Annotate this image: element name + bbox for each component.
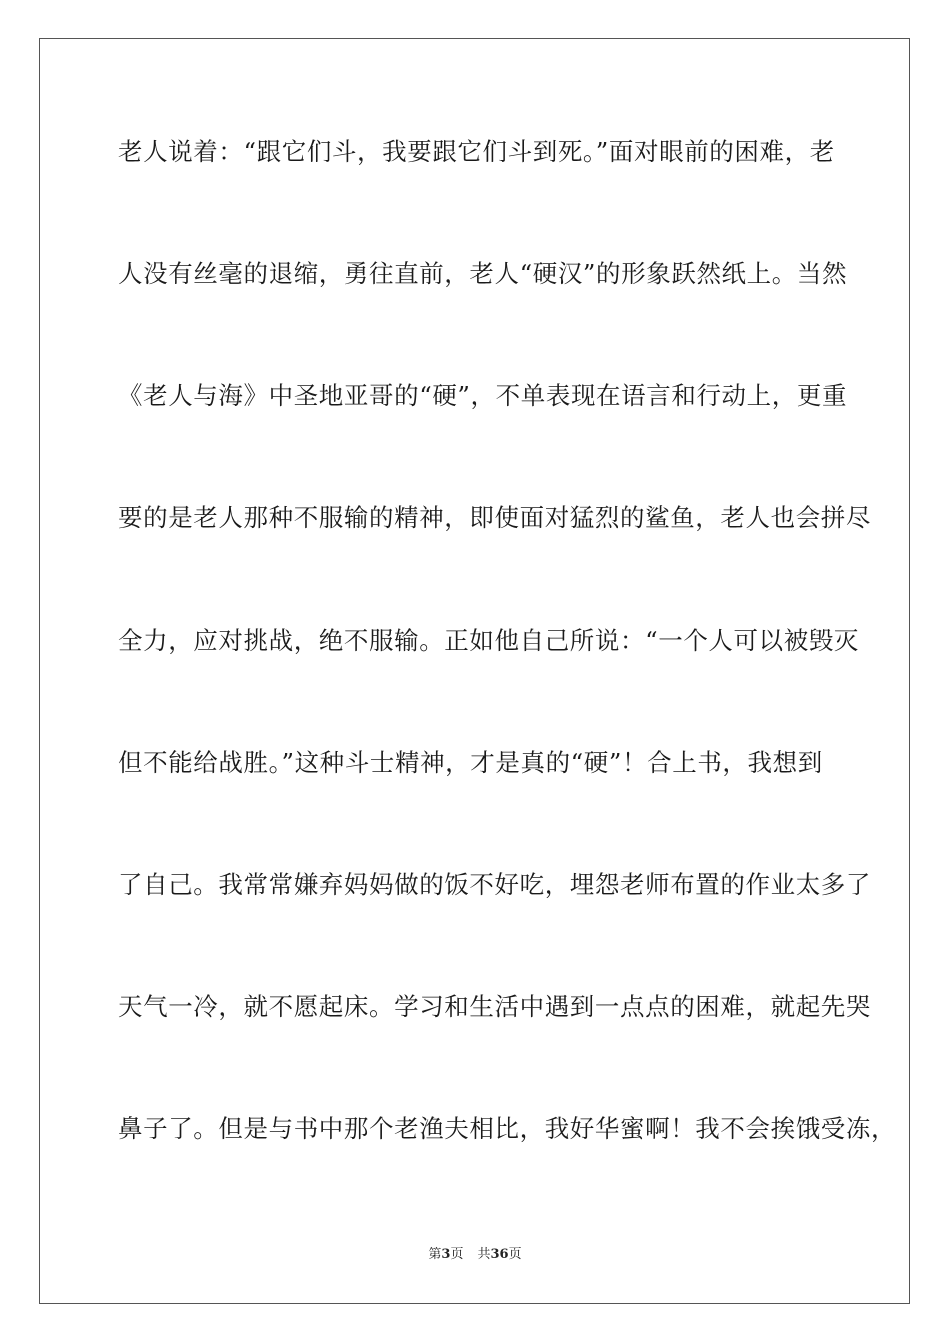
total-prefix: 共 — [477, 1247, 491, 1262]
text-line: 但不能给战胜。”这种斗士精神，才是真的“硬”！合上书，我想到 — [118, 748, 823, 777]
text-line: 天气一冷，就不愿起床。学习和生活中遇到一点点的困难，就起先哭 — [118, 992, 871, 1021]
text-line: 要的是老人那种不服输的精神，即使面对猛烈的鲨鱼，老人也会拼尽 — [118, 503, 871, 532]
text-line: 鼻子了。但是与书中那个老渔夫相比，我好华蜜啊！我不会挨饿受冻， — [118, 1114, 897, 1143]
text-line: 全力，应对挑战，绝不服输。正如他自己所说：“一个人可以被毁灭 — [118, 626, 860, 655]
total-pages: 36 — [490, 1247, 509, 1262]
page-number: 3 — [441, 1247, 451, 1262]
text-line: 老人说着：“跟它们斗，我要跟它们斗到死。”面对眼前的困难，老 — [118, 137, 835, 166]
text-line: 《老人与海》中圣地亚哥的“硬”，不单表现在语言和行动上，更重 — [118, 381, 848, 410]
text-line: 人没有丝毫的退缩，勇往直前，老人“硬汉”的形象跃然纸上。当然 — [118, 259, 848, 288]
total-suffix: 页 — [508, 1247, 522, 1262]
text-line: 了自己。我常常嫌弃妈妈做的饭不好吃，埋怨老师布置的作业太多了 — [118, 870, 871, 899]
page-footer — [0, 1246, 950, 1264]
page-prefix: 第 — [428, 1247, 442, 1262]
page-suffix: 页 — [450, 1247, 464, 1262]
